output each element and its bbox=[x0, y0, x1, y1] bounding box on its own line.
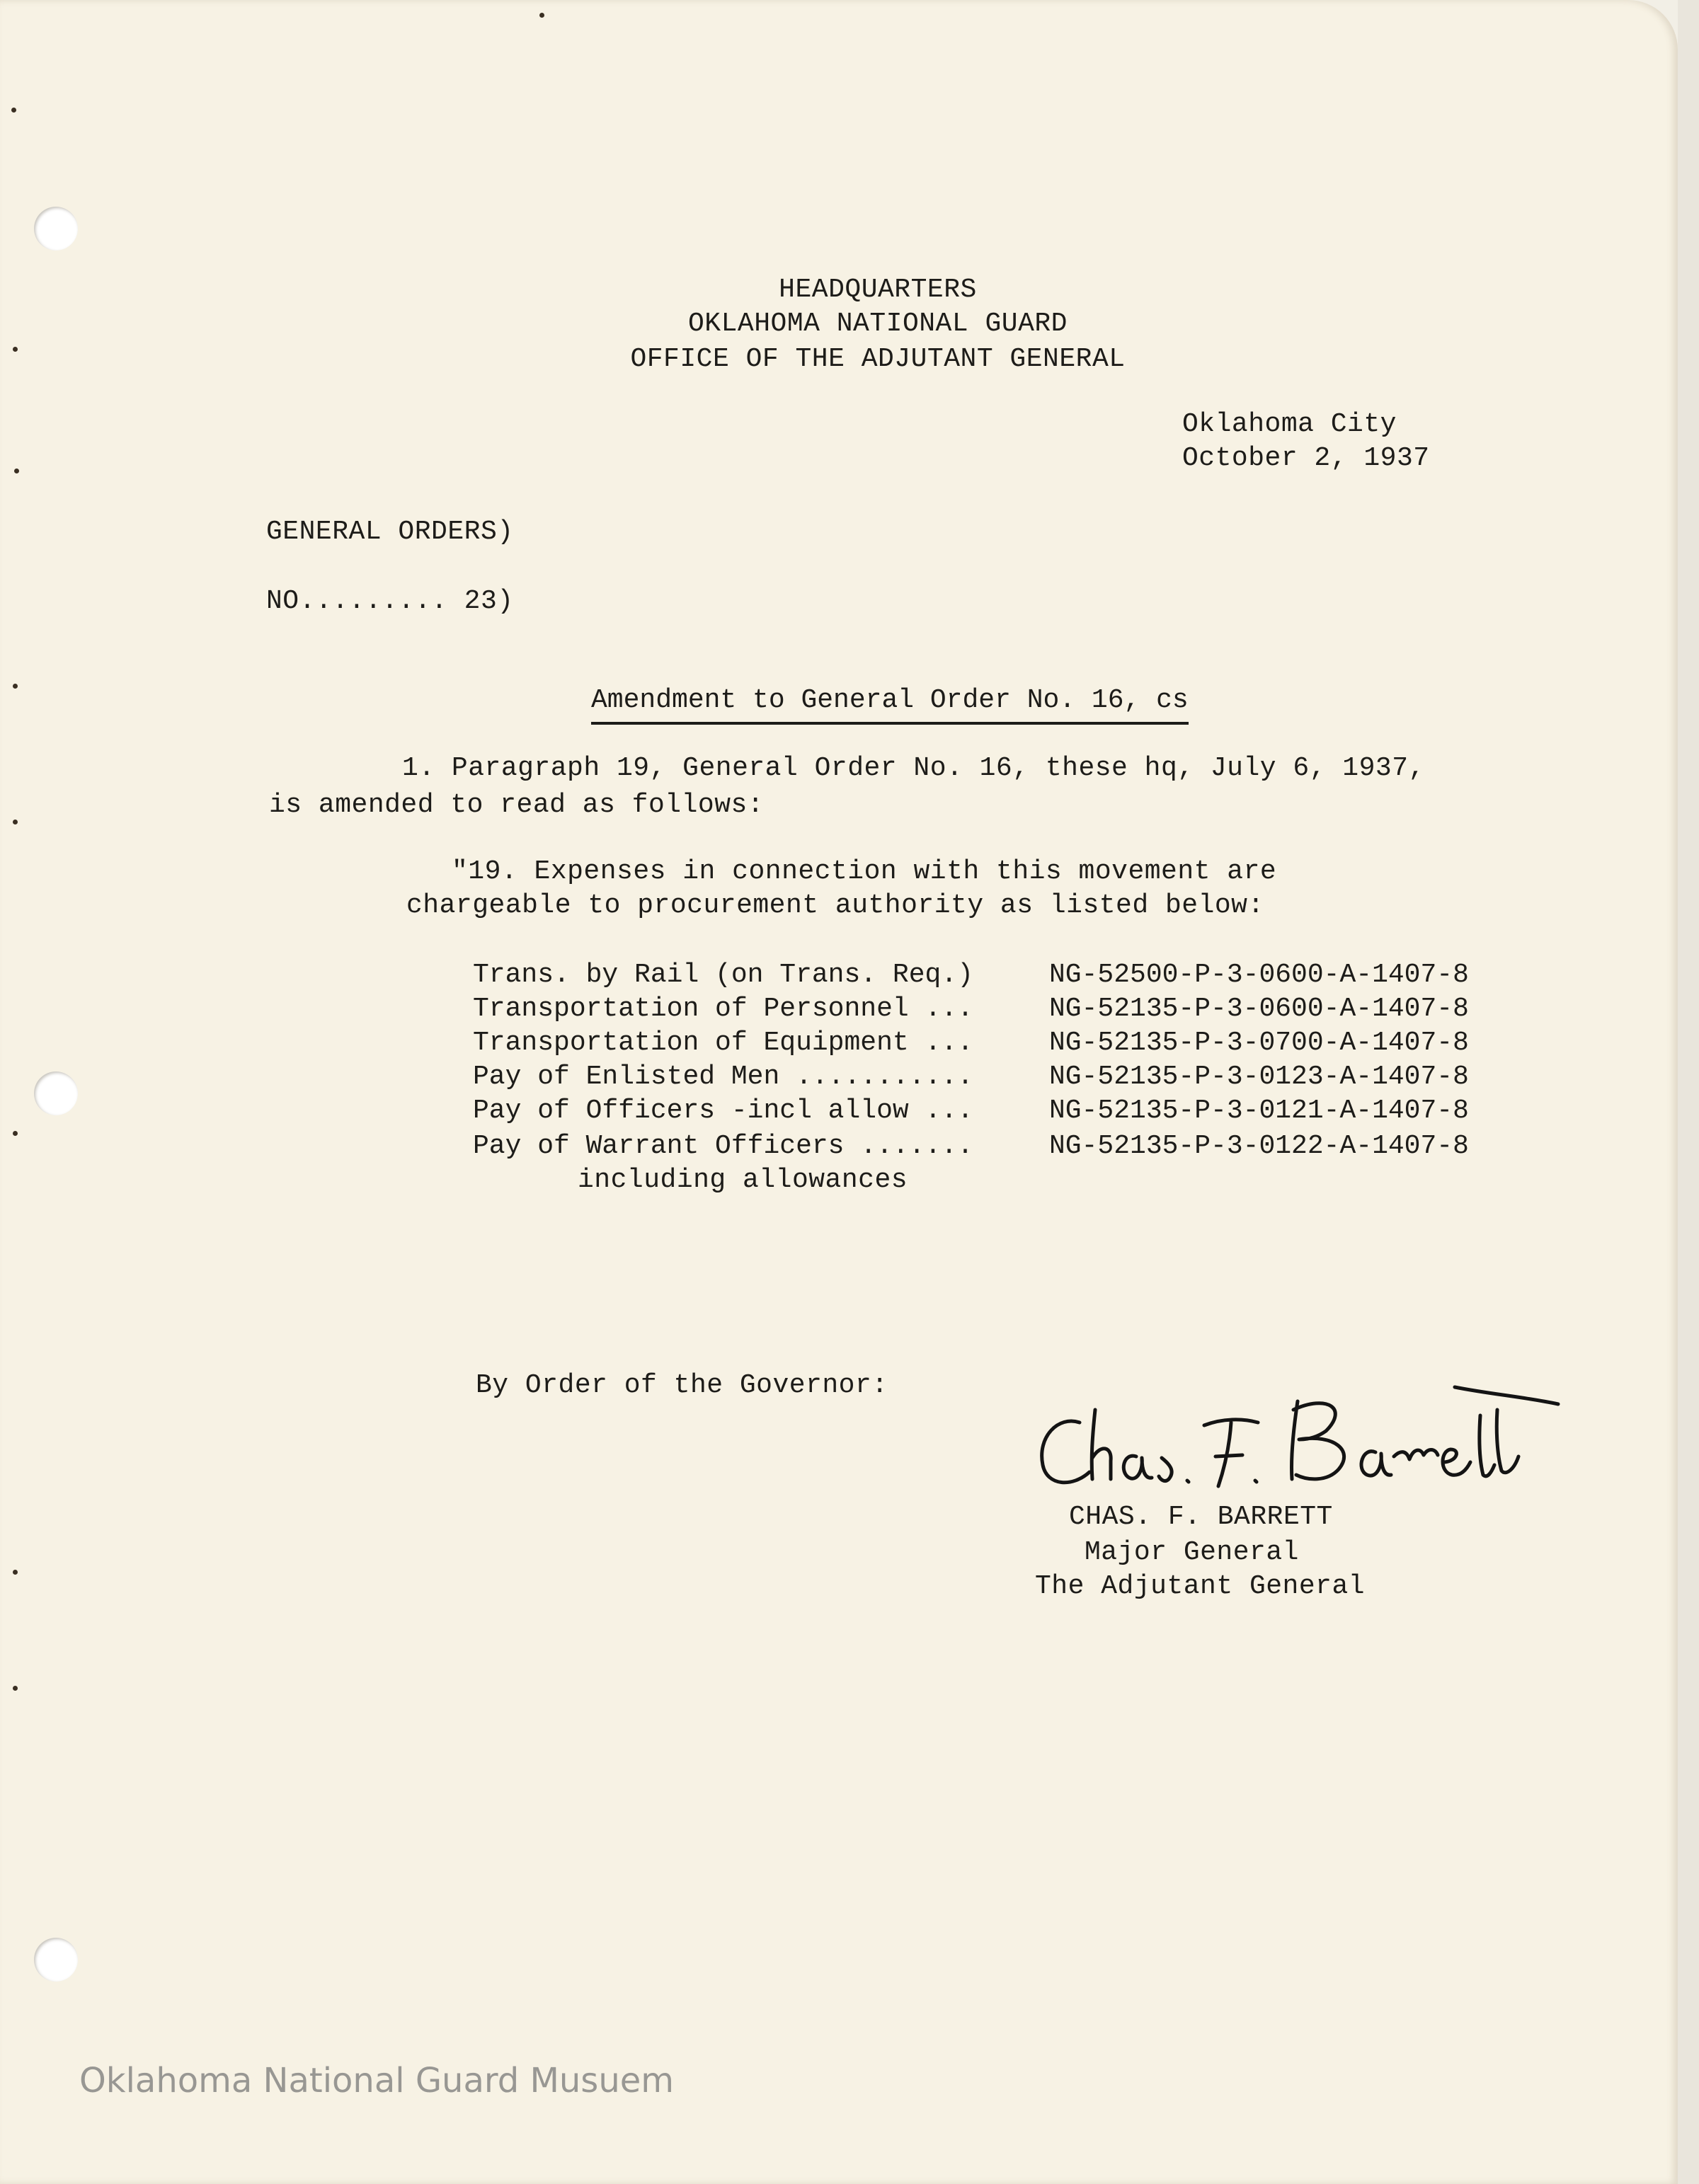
margin-speck bbox=[11, 108, 16, 113]
margin-speck bbox=[13, 347, 18, 352]
quote-line-2: chargeable to procurement authority as listed below: bbox=[406, 890, 1264, 921]
charge-code: NG-52135-P-3-0123-A-1407-8 bbox=[1049, 1062, 1469, 1092]
punch-hole-top bbox=[34, 207, 78, 251]
signatory-name: CHAS. F. BARRETT bbox=[1069, 1502, 1333, 1532]
charge-description: Transportation of Personnel ... bbox=[473, 994, 973, 1024]
margin-speck bbox=[539, 13, 544, 18]
punch-hole-bottom bbox=[34, 1938, 78, 1982]
charge-description: Pay of Officers -incl allow ... bbox=[473, 1096, 973, 1126]
charge-description: Transportation of Equipment ... bbox=[473, 1028, 973, 1058]
charge-row bbox=[473, 1060, 1506, 1094]
header-line-3: OFFICE OF THE ADJUTANT GENERAL bbox=[630, 344, 1126, 374]
charge-description: Pay of Enlisted Men ........... bbox=[473, 1062, 973, 1092]
dateline-date: October 2, 1937 bbox=[1182, 443, 1430, 473]
charge-row bbox=[473, 1026, 1506, 1060]
charge-code: NG-52500-P-3-0600-A-1407-8 bbox=[1049, 960, 1469, 990]
charge-description: Trans. by Rail (on Trans. Req.) bbox=[473, 960, 973, 990]
charge-row bbox=[473, 1130, 1506, 1163]
signatory-position: The Adjutant General bbox=[1035, 1571, 1366, 1602]
closing-line: By Order of the Governor: bbox=[476, 1370, 888, 1401]
margin-speck bbox=[13, 1570, 18, 1575]
document-title: Amendment to General Order No. 16, cs bbox=[591, 684, 1189, 725]
general-orders-label: GENERAL ORDERS) bbox=[266, 517, 514, 547]
punch-hole-middle bbox=[34, 1071, 78, 1115]
margin-speck bbox=[13, 1686, 18, 1691]
charge-code: NG-52135-P-3-0122-A-1407-8 bbox=[1049, 1131, 1469, 1161]
charge-description: Pay of Warrant Officers ....... bbox=[473, 1131, 973, 1161]
charge-row bbox=[473, 1094, 1506, 1128]
page-edge bbox=[1678, 0, 1699, 2184]
header-line-2: OKLAHOMA NATIONAL GUARD bbox=[688, 309, 1068, 339]
dateline-city: Oklahoma City bbox=[1182, 409, 1397, 439]
charge-code: NG-52135-P-3-0600-A-1407-8 bbox=[1049, 994, 1469, 1024]
charges-note: including allowances bbox=[578, 1165, 908, 1195]
charge-row bbox=[473, 958, 1506, 992]
header-line-1: HEADQUARTERS bbox=[779, 275, 977, 305]
margin-speck bbox=[13, 820, 18, 824]
paragraph-1-line-1: 1. Paragraph 19, General Order No. 16, these hq, July 6, 1937, bbox=[402, 753, 1425, 783]
signatory-rank: Major General bbox=[1085, 1537, 1299, 1568]
general-orders-number: NO......... 23) bbox=[266, 586, 514, 616]
paragraph-1-line-2: is amended to read as follows: bbox=[269, 790, 765, 820]
museum-watermark: Oklahoma National Guard Musuem bbox=[79, 2061, 675, 2100]
margin-speck bbox=[13, 684, 18, 689]
handwritten-signature bbox=[1030, 1373, 1568, 1500]
margin-speck bbox=[14, 469, 19, 473]
charge-row bbox=[473, 992, 1506, 1026]
quote-line-1: "19. Expenses in connection with this movement are bbox=[452, 856, 1277, 887]
charge-code: NG-52135-P-3-0700-A-1407-8 bbox=[1049, 1028, 1469, 1058]
margin-speck bbox=[13, 1131, 18, 1136]
charge-code: NG-52135-P-3-0121-A-1407-8 bbox=[1049, 1096, 1469, 1126]
